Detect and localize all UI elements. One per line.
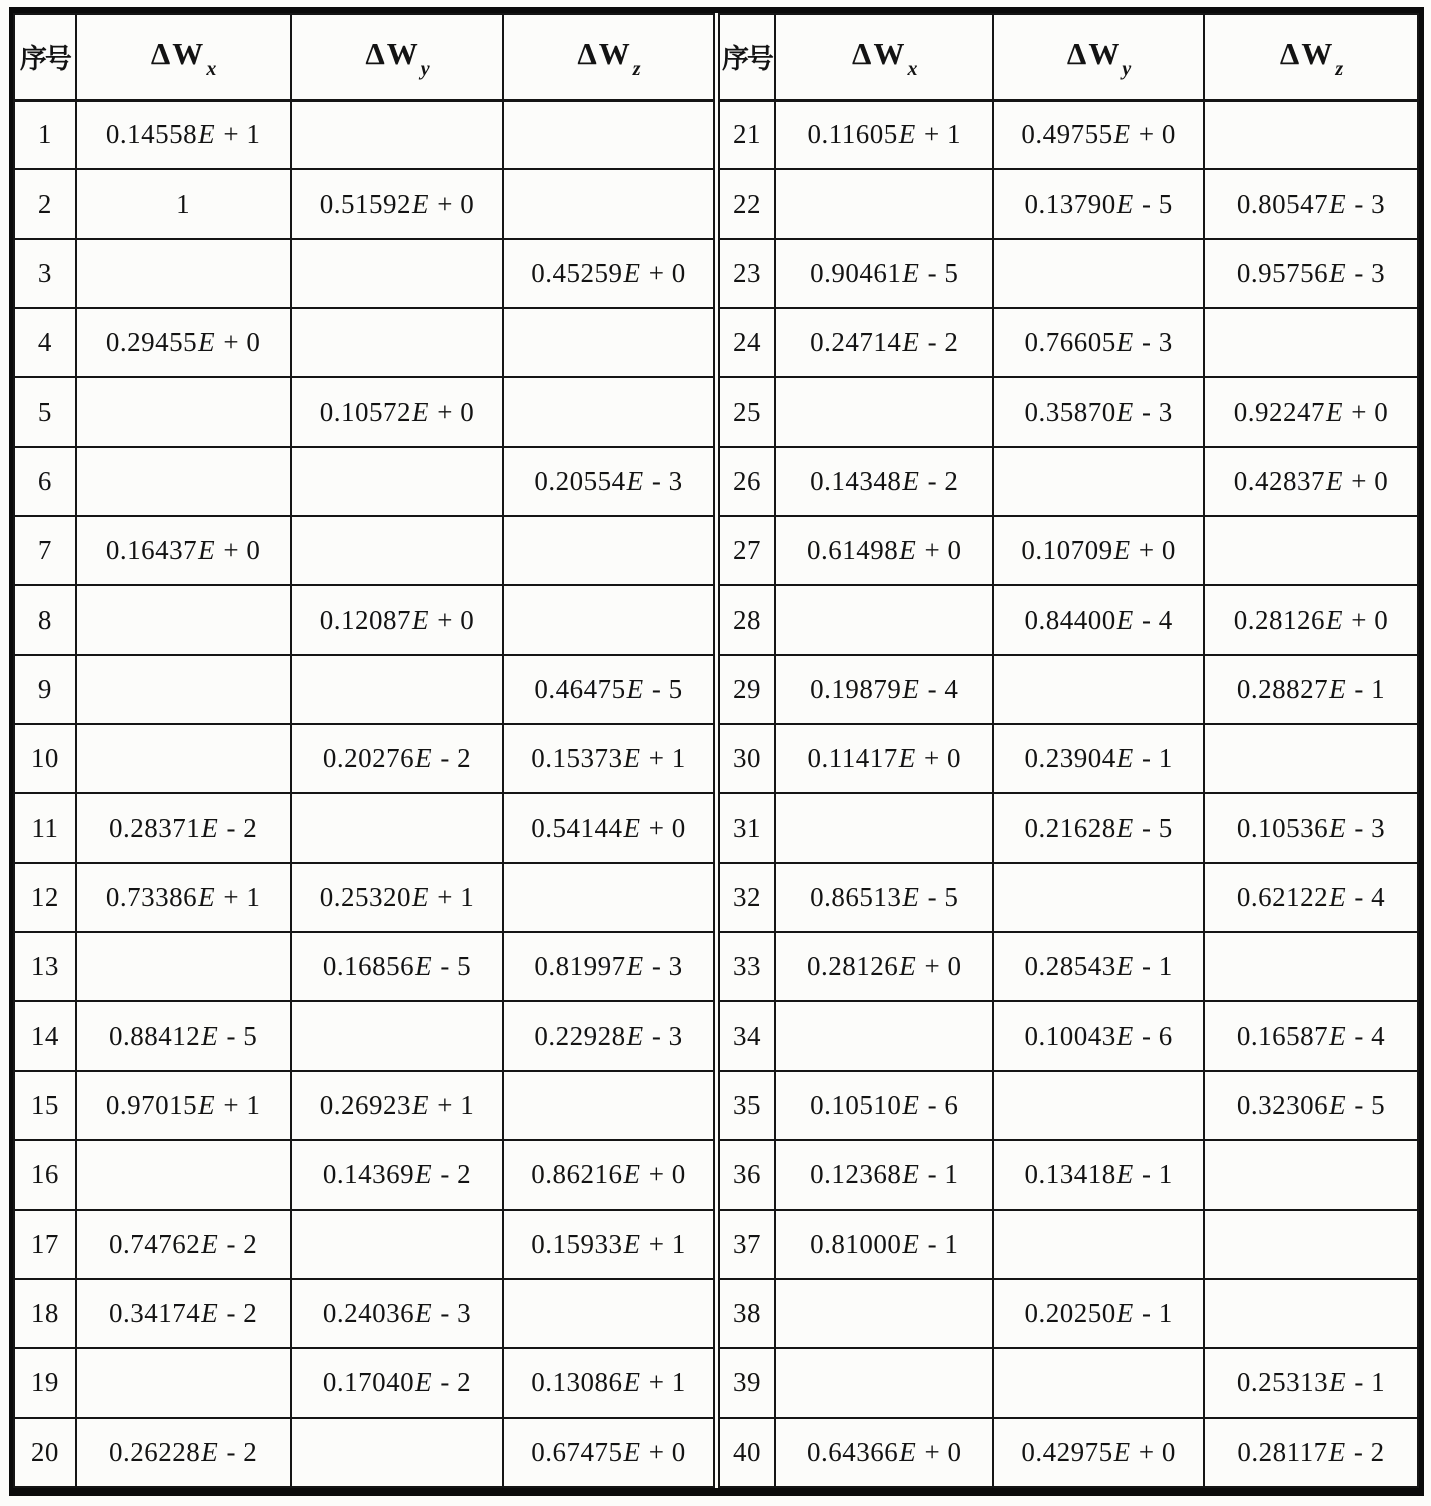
value-cell-dwy: 0.20276E - 2	[291, 724, 504, 793]
value-cell-dwx: 0.14558E + 1	[76, 100, 291, 169]
value-cell-dwz: 0.67475E + 0	[503, 1418, 713, 1487]
value-cell-dwy	[993, 863, 1204, 932]
value-cell-dwz	[503, 377, 713, 446]
value-cell-dwz: 0.25313E - 1	[1204, 1348, 1418, 1417]
table-row	[719, 1418, 1419, 1487]
table-row	[14, 1001, 714, 1070]
row-number-cell: 16	[14, 1140, 76, 1209]
value-cell-dwy	[291, 516, 504, 585]
value-cell-dwz: 0.16587E - 4	[1204, 1001, 1418, 1070]
row-number-cell: 25	[719, 377, 776, 446]
value-cell-dwx: 0.26228E - 2	[76, 1418, 291, 1487]
value-cell-dwz	[503, 169, 713, 238]
value-cell-dwx	[775, 1001, 993, 1070]
value-cell-dwz	[1204, 100, 1418, 169]
value-cell-dwy: 0.42975E + 0	[993, 1418, 1204, 1487]
delta-w-symbol: ΔW	[1066, 36, 1122, 72]
table-row	[719, 169, 1419, 238]
value-cell-dwz: 0.46475E - 5	[503, 655, 713, 724]
row-number-cell: 27	[719, 516, 776, 585]
value-cell-dwx	[775, 793, 993, 862]
table-row	[14, 1210, 714, 1279]
value-cell-dwx: 0.74762E - 2	[76, 1210, 291, 1279]
value-cell-dwy	[993, 1071, 1204, 1140]
subscript-z: z	[1335, 58, 1344, 81]
value-cell-dwy	[993, 1210, 1204, 1279]
row-number-cell: 20	[14, 1418, 76, 1487]
value-cell-dwz: 0.28117E - 2	[1204, 1418, 1418, 1487]
row-number-cell: 3	[14, 239, 76, 308]
value-cell-dwx	[76, 932, 291, 1001]
row-number-cell: 8	[14, 585, 76, 654]
value-cell-dwy	[291, 1001, 504, 1070]
row-number-cell: 34	[719, 1001, 776, 1070]
value-cell-dwx: 0.16437E + 0	[76, 516, 291, 585]
value-cell-dwz	[503, 1071, 713, 1140]
value-cell-dwy: 0.17040E - 2	[291, 1348, 504, 1417]
row-number-cell: 38	[719, 1279, 776, 1348]
header-row-left	[14, 14, 714, 100]
value-cell-dwy: 0.14369E - 2	[291, 1140, 504, 1209]
subscript-y: y	[420, 58, 430, 81]
value-cell-dwz: 0.62122E - 4	[1204, 863, 1418, 932]
value-cell-dwz	[1204, 724, 1418, 793]
table-row	[14, 724, 714, 793]
table-row	[719, 655, 1419, 724]
value-cell-dwy: 0.21628E - 5	[993, 793, 1204, 862]
value-cell-dwy: 0.20250E - 1	[993, 1279, 1204, 1348]
value-cell-dwx	[775, 1279, 993, 1348]
value-cell-dwz: 0.80547E - 3	[1204, 169, 1418, 238]
subscript-y: y	[1122, 58, 1132, 81]
col-header-index-right: 序号	[719, 14, 776, 100]
value-cell-dwy: 0.10043E - 6	[993, 1001, 1204, 1070]
table-row	[14, 1348, 714, 1417]
value-cell-dwx: 0.97015E + 1	[76, 1071, 291, 1140]
table-row	[719, 1210, 1419, 1279]
table-row	[14, 585, 714, 654]
delta-w-symbol: ΔW	[150, 36, 206, 72]
value-cell-dwx: 0.88412E - 5	[76, 1001, 291, 1070]
value-cell-dwz: 0.54144E + 0	[503, 793, 713, 862]
table-frame	[9, 7, 1424, 1496]
value-cell-dwz	[1204, 932, 1418, 1001]
value-cell-dwy	[993, 655, 1204, 724]
delta-w-symbol: ΔW	[577, 36, 632, 72]
table-row	[14, 1418, 714, 1487]
value-cell-dwy: 0.23904E - 1	[993, 724, 1204, 793]
table-row	[719, 377, 1419, 446]
col-header-dwz-right	[1204, 14, 1418, 100]
value-cell-dwx	[76, 1140, 291, 1209]
value-cell-dwz: 0.81997E - 3	[503, 932, 713, 1001]
value-cell-dwy: 0.51592E + 0	[291, 169, 504, 238]
value-cell-dwz	[503, 100, 713, 169]
value-cell-dwy	[993, 1348, 1204, 1417]
row-number-cell: 22	[719, 169, 776, 238]
table-row	[719, 585, 1419, 654]
row-number-cell: 32	[719, 863, 776, 932]
row-number-cell: 21	[719, 100, 776, 169]
table-row	[719, 308, 1419, 377]
row-number-cell: 6	[14, 447, 76, 516]
value-cell-dwz	[503, 308, 713, 377]
row-number-cell: 29	[719, 655, 776, 724]
row-number-cell: 4	[14, 308, 76, 377]
value-cell-dwz	[503, 863, 713, 932]
value-cell-dwy	[291, 308, 504, 377]
row-number-cell: 5	[14, 377, 76, 446]
table-row	[719, 516, 1419, 585]
table-row	[14, 516, 714, 585]
col-header-dwx-left	[76, 14, 291, 100]
value-cell-dwx: 0.11417E + 0	[775, 724, 993, 793]
value-cell-dwz: 0.15933E + 1	[503, 1210, 713, 1279]
row-number-cell: 28	[719, 585, 776, 654]
table-row	[719, 239, 1419, 308]
value-cell-dwz	[503, 585, 713, 654]
value-cell-dwz	[503, 1279, 713, 1348]
value-cell-dwy: 0.35870E - 3	[993, 377, 1204, 446]
col-header-dwy-left	[291, 14, 504, 100]
value-cell-dwy	[993, 239, 1204, 308]
row-number-cell: 17	[14, 1210, 76, 1279]
value-cell-dwz: 0.15373E + 1	[503, 724, 713, 793]
row-number-cell: 31	[719, 793, 776, 862]
value-cell-dwy	[291, 1210, 504, 1279]
table-row	[14, 655, 714, 724]
value-cell-dwz: 0.32306E - 5	[1204, 1071, 1418, 1140]
row-number-cell: 37	[719, 1210, 776, 1279]
value-cell-dwx	[775, 1348, 993, 1417]
value-cell-dwz: 0.45259E + 0	[503, 239, 713, 308]
value-cell-dwx: 0.11605E + 1	[775, 100, 993, 169]
value-cell-dwy: 0.25320E + 1	[291, 863, 504, 932]
table-row	[14, 1279, 714, 1348]
value-cell-dwy	[291, 655, 504, 724]
row-number-cell: 40	[719, 1418, 776, 1487]
table-row	[719, 793, 1419, 862]
row-number-cell: 1	[14, 100, 76, 169]
subscript-z: z	[632, 58, 641, 81]
table-row	[14, 932, 714, 1001]
row-number-cell: 10	[14, 724, 76, 793]
value-cell-dwx: 0.12368E - 1	[775, 1140, 993, 1209]
value-cell-dwy: 0.26923E + 1	[291, 1071, 504, 1140]
table-row	[719, 1279, 1419, 1348]
table-row	[14, 308, 714, 377]
row-number-cell: 24	[719, 308, 776, 377]
table-body-left	[14, 100, 714, 1487]
value-cell-dwx	[775, 585, 993, 654]
value-cell-dwz	[1204, 1279, 1418, 1348]
value-cell-dwx	[76, 239, 291, 308]
value-cell-dwx	[76, 377, 291, 446]
table-rows-1-20	[13, 13, 715, 1488]
table-row	[719, 1140, 1419, 1209]
delta-w-symbol: ΔW	[852, 36, 907, 72]
table-body-right	[719, 100, 1419, 1487]
value-cell-dwy: 0.28543E - 1	[993, 932, 1204, 1001]
row-number-cell: 35	[719, 1071, 776, 1140]
value-cell-dwy	[291, 239, 504, 308]
table-row	[719, 1001, 1419, 1070]
value-cell-dwz	[1204, 516, 1418, 585]
delta-w-symbol: ΔW	[365, 36, 420, 72]
value-cell-dwx: 0.24714E - 2	[775, 308, 993, 377]
value-cell-dwz	[1204, 1210, 1418, 1279]
value-cell-dwy: 0.12087E + 0	[291, 585, 504, 654]
table-row	[14, 793, 714, 862]
table-row	[719, 932, 1419, 1001]
table-row	[719, 447, 1419, 516]
value-cell-dwx: 0.90461E - 5	[775, 239, 993, 308]
value-cell-dwy	[291, 100, 504, 169]
row-number-cell: 12	[14, 863, 76, 932]
value-cell-dwy	[291, 1418, 504, 1487]
table-row	[14, 1140, 714, 1209]
value-cell-dwx: 0.29455E + 0	[76, 308, 291, 377]
row-number-cell: 14	[14, 1001, 76, 1070]
value-cell-dwz: 0.42837E + 0	[1204, 447, 1418, 516]
value-cell-dwy: 0.10709E + 0	[993, 516, 1204, 585]
value-cell-dwz	[503, 516, 713, 585]
value-cell-dwy: 0.49755E + 0	[993, 100, 1204, 169]
value-cell-dwy: 0.16856E - 5	[291, 932, 504, 1001]
value-cell-dwx	[76, 585, 291, 654]
row-number-cell: 15	[14, 1071, 76, 1140]
row-number-cell: 2	[14, 169, 76, 238]
table-row	[719, 1348, 1419, 1417]
col-header-dwx-right	[775, 14, 993, 100]
value-cell-dwy	[993, 447, 1204, 516]
row-number-cell: 9	[14, 655, 76, 724]
value-cell-dwx: 0.19879E - 4	[775, 655, 993, 724]
value-cell-dwy	[291, 793, 504, 862]
col-header-dwz-left	[503, 14, 713, 100]
value-cell-dwy: 0.10572E + 0	[291, 377, 504, 446]
value-cell-dwx: 0.64366E + 0	[775, 1418, 993, 1487]
value-cell-dwz: 0.28827E - 1	[1204, 655, 1418, 724]
value-cell-dwx: 0.34174E - 2	[76, 1279, 291, 1348]
row-number-cell: 7	[14, 516, 76, 585]
value-cell-dwz	[1204, 1140, 1418, 1209]
table-row	[14, 377, 714, 446]
table-row	[14, 863, 714, 932]
value-cell-dwx: 0.81000E - 1	[775, 1210, 993, 1279]
value-cell-dwx: 0.73386E + 1	[76, 863, 291, 932]
value-cell-dwx: 0.86513E - 5	[775, 863, 993, 932]
row-number-cell: 19	[14, 1348, 76, 1417]
value-cell-dwx	[775, 169, 993, 238]
value-cell-dwy: 0.76605E - 3	[993, 308, 1204, 377]
value-cell-dwz: 0.20554E - 3	[503, 447, 713, 516]
value-cell-dwz: 0.22928E - 3	[503, 1001, 713, 1070]
value-cell-dwz: 0.95756E - 3	[1204, 239, 1418, 308]
table-row	[719, 100, 1419, 169]
value-cell-dwx	[76, 1348, 291, 1417]
value-cell-dwx	[76, 724, 291, 793]
table-row	[719, 863, 1419, 932]
row-number-cell: 33	[719, 932, 776, 1001]
table-row	[14, 1071, 714, 1140]
value-cell-dwx: 0.28371E - 2	[76, 793, 291, 862]
value-cell-dwz: 0.28126E + 0	[1204, 585, 1418, 654]
value-cell-dwy: 0.13790E - 5	[993, 169, 1204, 238]
value-cell-dwz: 0.92247E + 0	[1204, 377, 1418, 446]
table-row	[14, 447, 714, 516]
value-cell-dwy	[291, 447, 504, 516]
table-rows-21-40	[718, 13, 1420, 1488]
value-cell-dwx: 0.28126E + 0	[775, 932, 993, 1001]
value-cell-dwz: 0.86216E + 0	[503, 1140, 713, 1209]
row-number-cell: 13	[14, 932, 76, 1001]
value-cell-dwz	[1204, 308, 1418, 377]
row-number-cell: 39	[719, 1348, 776, 1417]
col-header-index-left: 序号	[14, 14, 76, 100]
row-number-cell: 18	[14, 1279, 76, 1348]
table-row	[14, 100, 714, 169]
header-row-right	[719, 14, 1419, 100]
value-cell-dwx: 0.14348E - 2	[775, 447, 993, 516]
table-row	[719, 1071, 1419, 1140]
value-cell-dwx: 0.61498E + 0	[775, 516, 993, 585]
subscript-x: x	[907, 58, 918, 81]
row-number-cell: 30	[719, 724, 776, 793]
row-number-cell: 26	[719, 447, 776, 516]
row-number-cell: 11	[14, 793, 76, 862]
value-cell-dwx	[76, 447, 291, 516]
row-number-cell: 36	[719, 1140, 776, 1209]
value-cell-dwx	[76, 655, 291, 724]
table-row	[719, 724, 1419, 793]
value-cell-dwy: 0.13418E - 1	[993, 1140, 1204, 1209]
value-cell-dwx: 0.10510E - 6	[775, 1071, 993, 1140]
value-cell-dwy: 0.84400E - 4	[993, 585, 1204, 654]
subscript-x: x	[206, 58, 217, 81]
row-number-cell: 23	[719, 239, 776, 308]
value-cell-dwy: 0.24036E - 3	[291, 1279, 504, 1348]
value-cell-dwx	[775, 377, 993, 446]
delta-w-symbol: ΔW	[1279, 36, 1335, 72]
col-header-dwy-right	[993, 14, 1204, 100]
table-row	[14, 239, 714, 308]
value-cell-dwz: 0.13086E + 1	[503, 1348, 713, 1417]
value-cell-dwx: 1	[76, 169, 291, 238]
value-cell-dwz: 0.10536E - 3	[1204, 793, 1418, 862]
table-row	[14, 169, 714, 238]
